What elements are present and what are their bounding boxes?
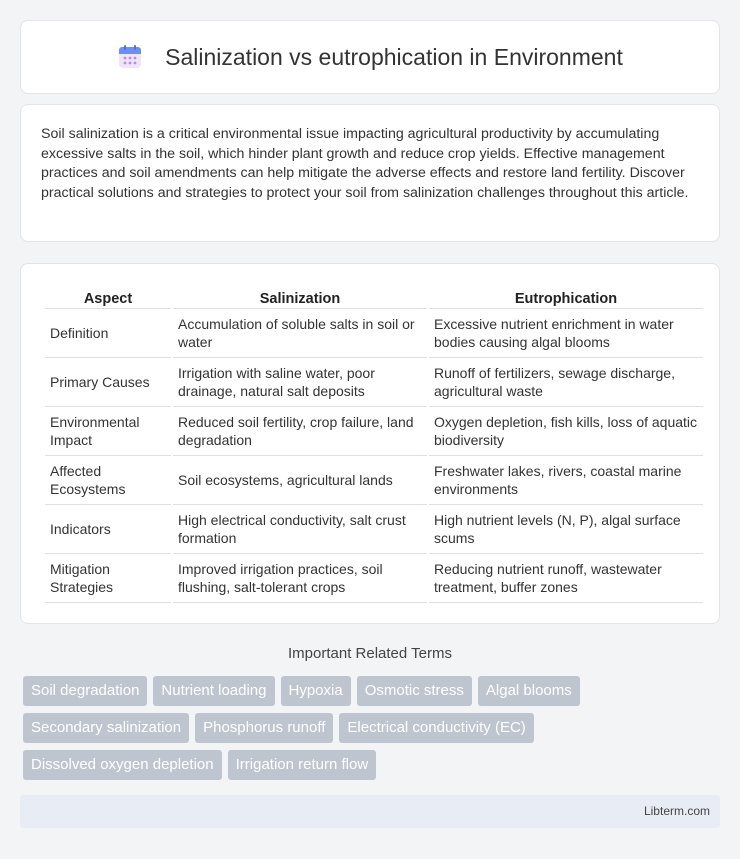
row-eutrophication: Freshwater lakes, rivers, coastal marine environments [429,456,703,505]
related-term-tag[interactable]: Algal blooms [478,676,580,706]
related-term-tag[interactable]: Soil degradation [23,676,147,706]
table-row [45,456,703,505]
related-term-tag[interactable]: Irrigation return flow [228,750,377,780]
row-aspect: Primary Causes [45,358,171,407]
header-salinization: Salinization [173,284,427,309]
footer-site-link[interactable]: Libterm.com [643,804,710,818]
intro-text: Soil salinization is a critical environmental issue impacting agricultural productivity by accumulating excessive salts in the soil, which hinder plant growth and reduce crop yields. Effective management practices and soil amendments can help mitigate the adverse effects and restore land fertility. Discover practical solutions and strategies to protect your soil from salinization challenges throughout this article. [41,126,689,201]
related-term-tag[interactable]: Dissolved oxygen depletion [23,750,222,780]
row-eutrophication: Oxygen depletion, fish kills, loss of aquatic biodiversity [429,407,703,456]
related-term-tag[interactable]: Secondary salinization [23,713,189,743]
related-term-tag[interactable]: Electrical conductivity (EC) [339,713,533,743]
table-row [45,407,703,456]
related-term-tag[interactable]: Phosphorus runoff [195,713,333,743]
row-aspect: Definition [45,309,171,358]
comparison-table-card [20,263,720,624]
header-card [20,20,720,94]
related-term-tag[interactable]: Nutrient loading [153,676,274,706]
row-aspect: Indicators [45,505,171,554]
table-row [45,358,703,407]
table-row [45,309,703,358]
intro-card [20,104,720,242]
table-row [45,505,703,554]
comparison-table [43,284,705,603]
calendar-icon [117,44,143,70]
row-salinization: Improved irrigation practices, soil flushing, salt-tolerant crops [173,554,427,603]
header-eutrophication: Eutrophication [429,284,703,309]
row-eutrophication: Excessive nutrient enrichment in water bodies causing algal blooms [429,309,703,358]
header-aspect: Aspect [45,284,171,309]
row-aspect: Environmental Impact [45,407,171,456]
page-title: Salinization vs eutrophication in Environment [165,43,623,70]
row-salinization: High electrical conductivity, salt crust formation [173,505,427,554]
row-eutrophication: High nutrient levels (N, P), algal surface scums [429,505,703,554]
related-term-tag[interactable]: Hypoxia [281,676,351,706]
related-terms-list [23,676,723,780]
row-salinization: Soil ecosystems, agricultural lands [173,456,427,505]
related-term-tag[interactable]: Osmotic stress [357,676,472,706]
table-header-row [45,284,703,309]
row-aspect: Mitigation Strategies [45,554,171,603]
row-salinization: Accumulation of soluble salts in soil or water [173,309,427,358]
table-row [45,554,703,603]
row-eutrophication: Reducing nutrient runoff, wastewater treatment, buffer zones [429,554,703,603]
related-terms-title: Important Related Terms [288,645,452,662]
row-salinization: Irrigation with saline water, poor drainage, natural salt deposits [173,358,427,407]
row-salinization: Reduced soil fertility, crop failure, land degradation [173,407,427,456]
row-aspect: Affected Ecosystems [45,456,171,505]
row-eutrophication: Runoff of fertilizers, sewage discharge, agricultural waste [429,358,703,407]
footer [20,795,720,828]
